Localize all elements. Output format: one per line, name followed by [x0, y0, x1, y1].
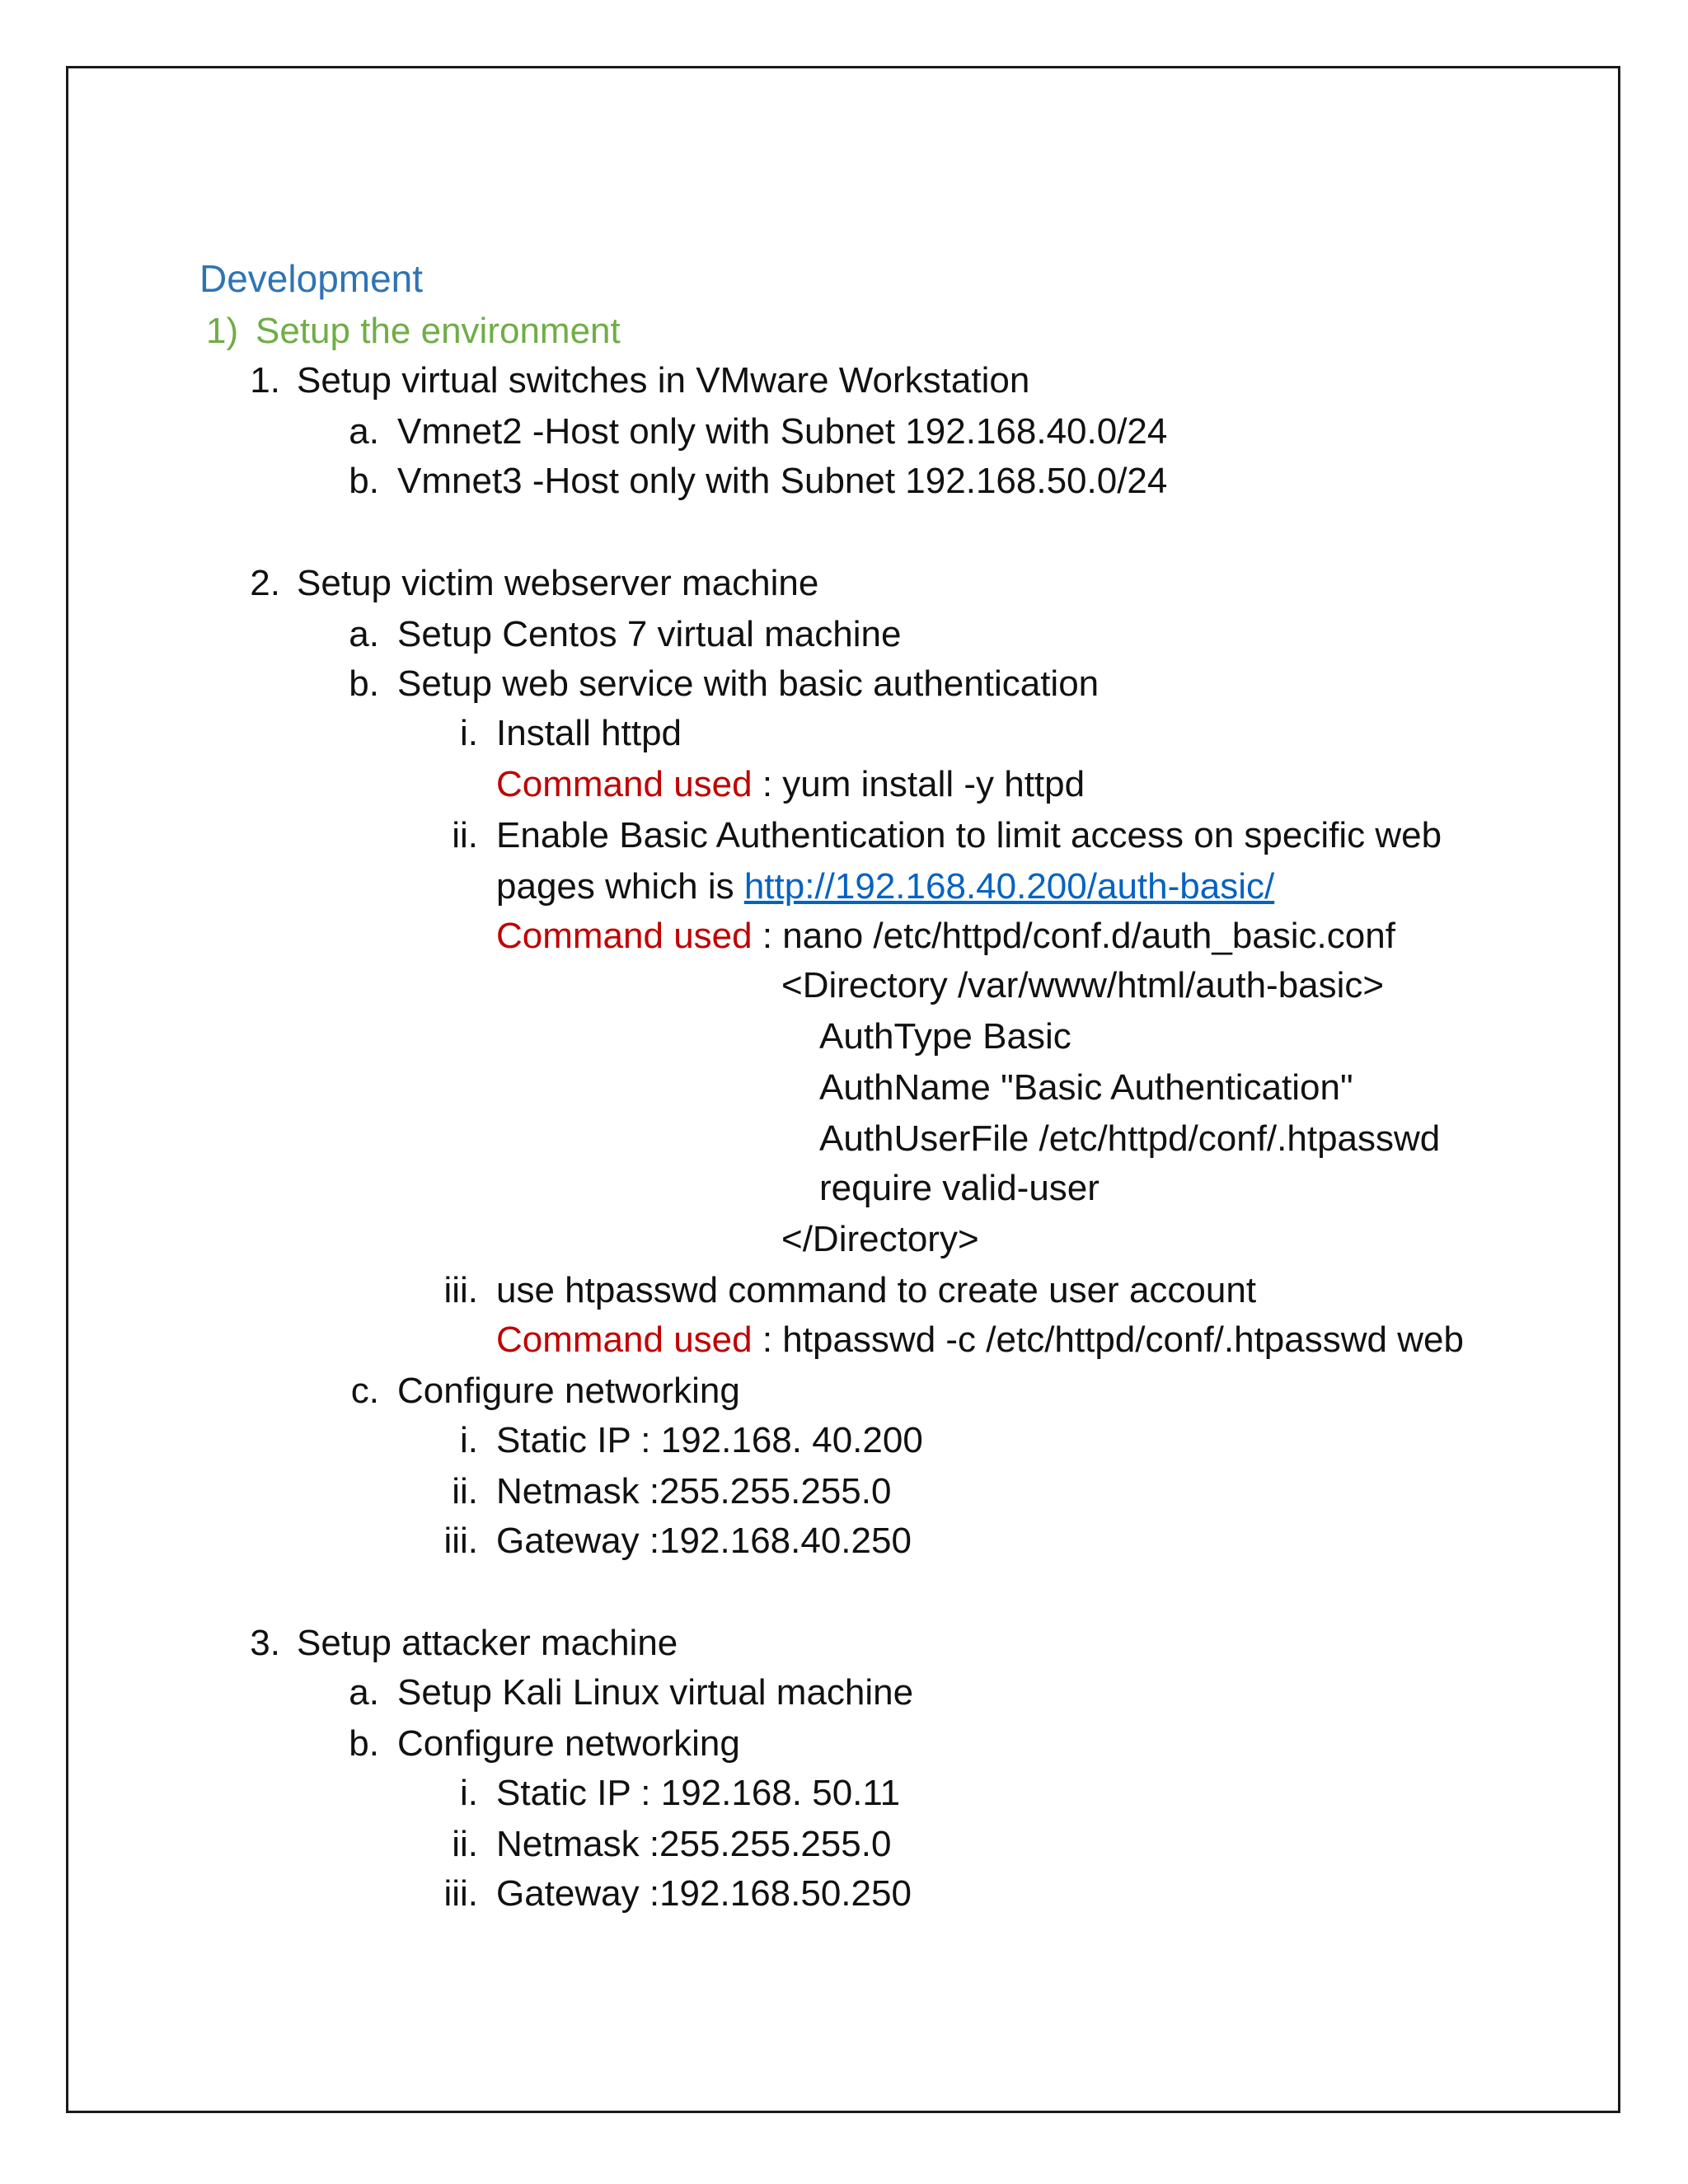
conf-line: AuthUserFile /etc/httpd/conf/.htpasswd — [819, 1118, 1441, 1159]
page-title: Development — [199, 257, 424, 300]
step2ciii-text: Gateway :192.168.40.250 — [496, 1521, 912, 1561]
step2cii-text: Netmask :255.255.255.0 — [496, 1471, 892, 1511]
section-title: Setup the environment — [256, 311, 621, 351]
step3bi-text: Static IP : 192.168. 50.11 — [496, 1773, 901, 1813]
step2a-text: Setup Centos 7 virtual machine — [397, 614, 902, 654]
step2biii-text: use htpasswd command to create user account — [496, 1270, 1257, 1310]
step2c-text: Configure networking — [397, 1371, 740, 1411]
step2ciii-marker: iii. — [443, 1521, 478, 1561]
step1-text: Setup virtual switches in VMware Workstation — [297, 360, 1030, 401]
step2c-marker: c. — [350, 1371, 379, 1411]
step3b-marker: b. — [349, 1723, 379, 1764]
step3bii-marker: ii. — [452, 1824, 478, 1864]
step3a-marker: a. — [349, 1672, 379, 1713]
step3biii-marker: iii. — [443, 1873, 478, 1914]
step1a-marker: a. — [349, 411, 379, 452]
step2biii-command — [496, 1315, 1464, 1365]
step2-marker: 2. — [250, 563, 280, 603]
conf-line: </Directory> — [781, 1219, 979, 1259]
step2bii-text: Enable Basic Authentication to limit access on specific web — [496, 815, 1442, 855]
step1b-text: Vmnet3 -Host only with Subnet 192.168.50.0/24 — [397, 461, 1168, 501]
conf-line: AuthType Basic — [819, 1016, 1071, 1057]
step1b-marker: b. — [349, 461, 379, 501]
step3b-text: Configure networking — [397, 1723, 740, 1764]
step2ci-text: Static IP : 192.168. 40.200 — [496, 1420, 923, 1460]
conf-line: <Directory /var/www/html/auth-basic> — [781, 965, 1385, 1005]
step2bii-command — [496, 912, 1395, 961]
command-text: : htpasswd -c /etc/httpd/conf/.htpasswd web — [752, 1319, 1464, 1360]
step2bi-marker: i. — [460, 713, 478, 753]
step2biii-marker: iii. — [443, 1270, 478, 1310]
step2cii-marker: ii. — [452, 1471, 478, 1511]
step1a-text: Vmnet2 -Host only with Subnet 192.168.40.0/24 — [397, 411, 1168, 452]
step2ci-marker: i. — [460, 1420, 478, 1460]
step2-text: Setup victim webserver machine — [297, 563, 819, 603]
step3bii-text: Netmask :255.255.255.0 — [496, 1824, 892, 1864]
step3-text: Setup attacker machine — [297, 1623, 678, 1663]
command-text: : nano /etc/httpd/conf.d/auth_basic.conf — [752, 916, 1395, 956]
command-label: Command used — [496, 1319, 753, 1360]
step1-marker: 1. — [250, 360, 280, 401]
step3bi-marker: i. — [460, 1773, 478, 1813]
command-label: Command used — [496, 764, 753, 804]
command-text: : yum install -y httpd — [752, 764, 1085, 804]
step2bii-marker: ii. — [452, 815, 478, 855]
command-label: Command used — [496, 916, 753, 956]
step2bii-text2: pages which is — [496, 866, 744, 907]
conf-line: require valid-user — [819, 1168, 1100, 1208]
step2bii-text-continued — [496, 862, 1274, 912]
step3biii-text: Gateway :192.168.50.250 — [496, 1873, 912, 1914]
step2bi-text: Install httpd — [496, 713, 682, 753]
step2b-marker: b. — [349, 663, 379, 704]
step3-marker: 3. — [250, 1623, 280, 1663]
auth-basic-link[interactable]: http://192.168.40.200/auth-basic/ — [743, 866, 1275, 907]
section-marker: 1) — [206, 311, 239, 351]
step2a-marker: a. — [349, 614, 379, 654]
step2bi-command — [496, 760, 1085, 809]
step3a-text: Setup Kali Linux virtual machine — [397, 1672, 914, 1713]
step2b-text: Setup web service with basic authentication — [397, 663, 1100, 704]
conf-line: AuthName "Basic Authentication" — [819, 1067, 1353, 1108]
